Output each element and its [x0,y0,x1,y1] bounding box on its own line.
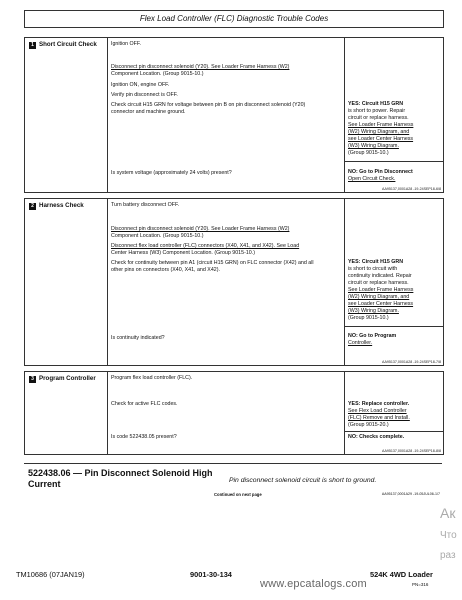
check-number-badge: 2 [29,203,36,210]
wiring-link[interactable]: (W2) Wiring Diagram, and [348,129,410,135]
step-text[interactable]: Disconnect pin disconnect solenoid (Y20). See Loader Frame Harness (W2) [111,226,290,232]
procedure-link[interactable]: (FLC) Remove and Install. [348,415,410,421]
wiring-link[interactable]: (W2) Wiring Diagram, and [348,294,410,300]
yes-result: is short to power. Repair [348,108,406,114]
step-text: Component Location. (Group 9015-10.) [111,71,204,77]
reference-code: AA95137,0001A28 -19-24SEP18-6/8 [382,187,441,191]
question-text: Is system voltage (approximately 24 volts) present? [111,170,232,176]
reference-code: AA95137,0001A28 -19-24SEP18-7/8 [382,360,441,364]
step-text: Component Location. (Group 9015-10.) [111,233,204,239]
procedure-link[interactable]: See Flex Load Controller [348,408,407,414]
check-2 [24,198,444,366]
overlay-text: Ак [440,505,456,521]
question-text: Is code 522438.05 present? [111,434,177,440]
wiring-link[interactable]: see Loader Center Harness [348,136,414,142]
continued-note: Continued on next page [214,492,262,497]
dtc-title: 522438.06 — Pin Disconnect Solenoid High Current [28,468,213,489]
step-text: Turn battery disconnect OFF. [111,202,180,208]
no-result: NO: Checks complete. [348,434,405,440]
yes-result: YES: Circuit H15 GRN [348,101,404,107]
wiring-link[interactable]: See Loader Frame Harness [348,287,414,293]
reference-code: AA95137,0001A29 -19-05JUL06-1/7 [381,492,440,496]
check-title: Short Circuit Check [39,41,97,48]
overlay-text: Что [440,530,457,541]
no-result-link[interactable]: Controller. [348,340,373,346]
footer-page-note: PN=316 [412,582,429,587]
check-title: Harness Check [39,202,84,209]
check-1 [24,37,444,193]
wiring-link[interactable]: See Loader Frame Harness [348,122,414,128]
yes-result: (Group 9015-10.) [348,315,389,321]
wiring-link[interactable]: (W3) Wiring Diagram. [348,308,399,314]
step-text: Check for continuity between pin A1 (circuit H15 GRN) on FLC connector (X42) and all [111,260,314,266]
step-text: Check circuit H15 GRN for voltage between pin B on pin disconnect solenoid (Y20) [111,102,306,108]
yes-result: continuity indicated. Repair [348,273,412,279]
page-header: Flex Load Controller (FLC) Diagnostic Trouble Codes [24,10,444,28]
yes-result: (Group 9015-10.) [348,150,389,156]
watermark: www.epcatalogs.com [260,578,367,590]
yes-result: is short to circuit with [348,266,398,272]
step-text: connector and machine ground. [111,109,186,115]
step-text: other pins on connectors (X40, X41, and X42). [111,267,220,273]
step-text[interactable]: Disconnect flex load controller (FLC) connectors (X40, X41, and X42). See Load [111,243,300,249]
wiring-link[interactable]: see Loader Center Harness [348,301,414,307]
no-result[interactable]: NO: Go to Pin Disconnect [348,169,413,175]
dtc-description: Pin disconnect solenoid circuit is short to ground. [229,477,377,484]
step-text: Program flex load controller (FLC). [111,375,193,381]
question-text: Is continuity indicated? [111,335,165,341]
footer-doc-id: TM10686 (07JAN19) [16,570,85,579]
step-text: Ignition OFF. [111,41,142,47]
check-3 [24,371,444,455]
overlay-text: раз [440,550,456,561]
step-text: Center Harness (W3) Component Location. (Group 9015-10.) [111,250,255,256]
step-text: Verify pin disconnect is OFF. [111,92,178,98]
yes-result: YES: Circuit H15 GRN [348,259,404,265]
footer-page-number: 9001-30-134 [190,570,232,579]
footer-model: 524K 4WD Loader [370,570,433,579]
no-result[interactable]: NO: Go to Program [348,333,397,339]
step-text[interactable]: Disconnect pin disconnect solenoid (Y20). See Loader Frame Harness (W2) [111,64,290,70]
yes-result: circuit or replace harness. [348,115,409,121]
check-number-badge: 1 [29,42,36,49]
step-text: Ignition ON, engine OFF. [111,82,170,88]
dtc-section [24,463,442,500]
yes-result: YES: Replace controller. [348,401,410,407]
wiring-link[interactable]: (W3) Wiring Diagram. [348,143,399,149]
reference-code: AA95137,0001A28 -19-24SEP18-8/8 [382,449,441,453]
yes-result: circuit or replace harness. [348,280,409,286]
no-result-link[interactable]: Open Circuit Check. [348,176,396,182]
check-title: Program Controller [39,375,96,382]
step-text: Check for active FLC codes. [111,401,178,407]
check-number-badge: 3 [29,376,36,383]
yes-result: (Group 9015-20.) [348,422,389,428]
